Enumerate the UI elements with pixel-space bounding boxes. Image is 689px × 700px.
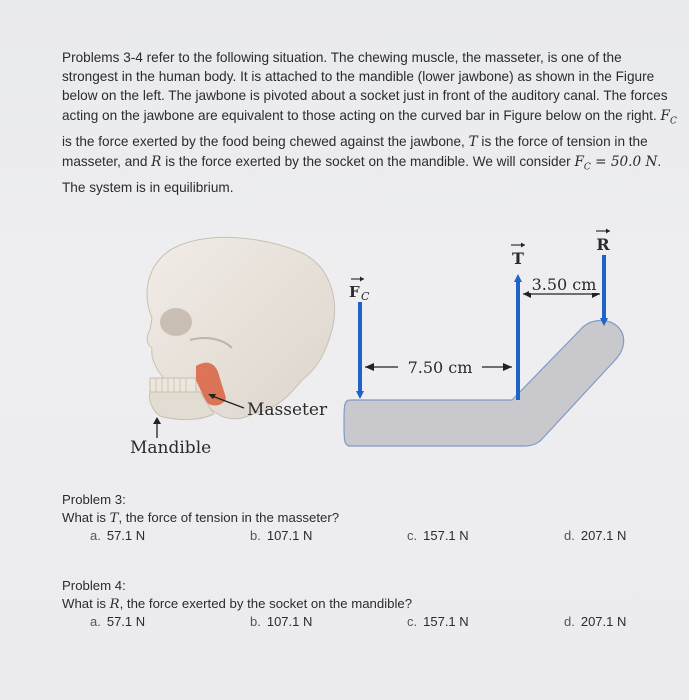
- svg-text:F: F: [349, 283, 360, 301]
- intro-text-1: Problems 3-4 refer to the following situation. The chewing muscle, the masseter, is one of the strongest in the human body. It is attached to the mandible (lower jawbone) as shown in the Figure below on the left. The jawbone is pivoted about a socket just in front of the auditory canal. The forces acting on the jawbone are equivalent to those acting on the curved bar in Figure below on the right.: [62, 50, 668, 123]
- intro-text-4: is the force exerted by the socket on the mandible. We will consider: [161, 153, 575, 169]
- t-label: [511, 243, 525, 269]
- intro-text-3: is the force of tension in the masseter, and: [62, 133, 648, 169]
- r-symbol: R: [151, 153, 162, 170]
- dimension-label-7-50: 7.50 cm: [407, 358, 473, 377]
- problem-4-question: What is R, the force exerted by the socket on the mandible?: [62, 596, 413, 612]
- problem-4-choice-b[interactable]: b. 107.1 N: [250, 614, 313, 629]
- problem-4-title: Problem 4:: [62, 578, 126, 593]
- problem-4-choice-a[interactable]: a. 57.1 N: [90, 614, 146, 629]
- problem-3-question: What is T, the force of tension in the masseter?: [62, 510, 340, 526]
- problem-3: [62, 491, 682, 546]
- fc-label: [349, 277, 370, 304]
- problem-4-choice-c[interactable]: c. 157.1 N: [407, 614, 469, 629]
- intro-text-2: is the force exerted by the food being chewed against the jawbone,: [62, 133, 469, 149]
- problem-4-choice-d[interactable]: d. 207.1 N: [564, 614, 627, 629]
- teeth: [150, 378, 196, 392]
- problem-4: [62, 577, 682, 632]
- problem-3-choice-b[interactable]: b. 107.1 N: [250, 528, 313, 543]
- fc-value: $F_C = 50.0$ N: [574, 153, 658, 173]
- problem-3-title: Problem 3:: [62, 492, 126, 507]
- masseter-label: Masseter: [247, 400, 328, 420]
- svg-text:R: R: [596, 235, 610, 254]
- problem-4-choices: [62, 614, 682, 632]
- intro-text-5: . The system is in equilibrium.: [62, 153, 662, 195]
- problem-3-choice-d[interactable]: d. 207.1 N: [564, 528, 627, 543]
- eye-socket: [160, 308, 192, 336]
- r-label: [596, 229, 610, 255]
- dimension-label-3-50: 3.50 cm: [531, 275, 597, 294]
- curved-bar: [344, 321, 624, 447]
- svg-text:T: T: [512, 249, 524, 268]
- t-symbol: T: [468, 133, 478, 150]
- problem-3-choice-c[interactable]: c. 157.1 N: [407, 528, 469, 543]
- svg-text:C: C: [361, 290, 370, 303]
- problem-3-choice-a[interactable]: a. 57.1 N: [90, 528, 146, 543]
- mandible-label: Mandible: [130, 438, 212, 458]
- problem-3-choices: [62, 528, 682, 546]
- fc-symbol: $F_C$: [660, 107, 677, 127]
